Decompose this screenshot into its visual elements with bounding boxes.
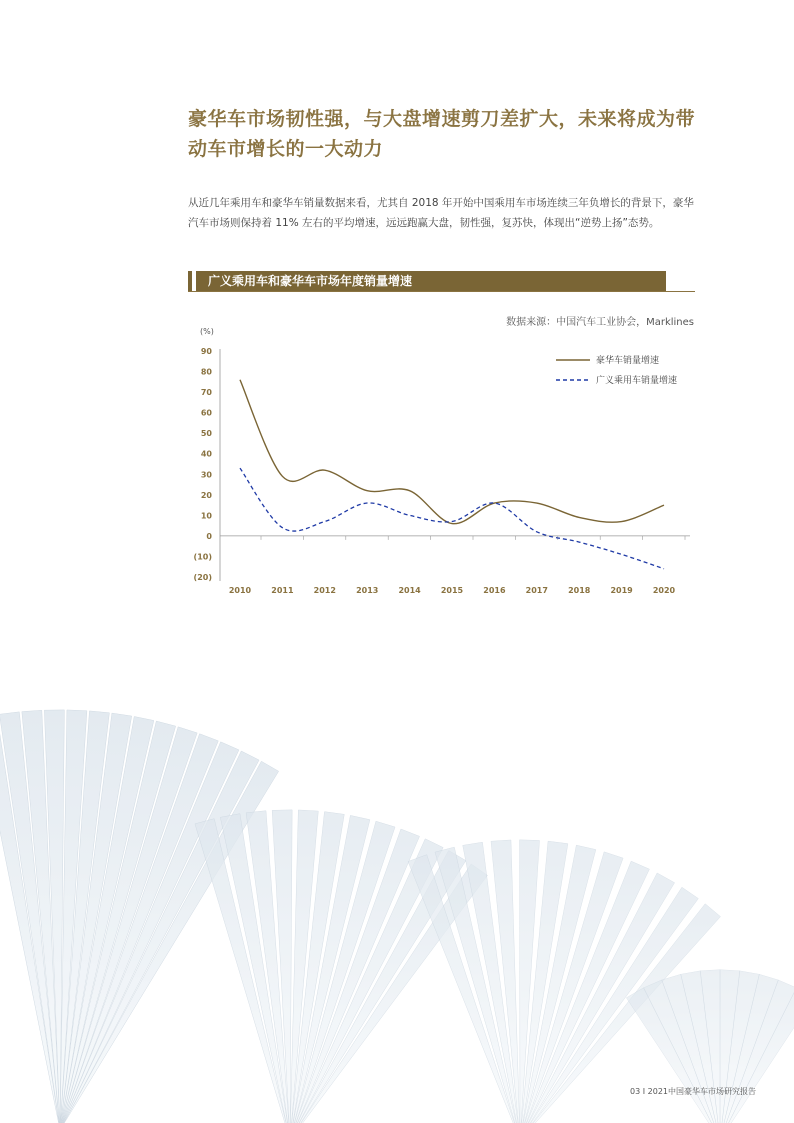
x-tick-label: 2015 bbox=[440, 586, 464, 595]
y-tick-label: 50 bbox=[200, 429, 212, 439]
x-tick-label: 2019 bbox=[610, 586, 633, 595]
y-tick-label: 40 bbox=[200, 449, 212, 459]
series-line-luxury bbox=[240, 380, 664, 524]
y-tick-label: 30 bbox=[200, 470, 212, 480]
decorative-fan-image bbox=[0, 650, 794, 1123]
y-unit-label: (%) bbox=[200, 327, 214, 336]
x-tick-label: 2018 bbox=[568, 586, 591, 595]
data-source-note: 数据来源：中国汽车工业协会，Marklines bbox=[506, 317, 694, 328]
series-line-market bbox=[240, 468, 664, 569]
section-header bbox=[188, 271, 695, 292]
y-tick-label: 90 bbox=[200, 347, 212, 356]
legend-label: 广义乘用车销量增速 bbox=[596, 376, 678, 386]
section-marker bbox=[188, 271, 192, 291]
y-tick-label: 10 bbox=[200, 511, 212, 521]
x-tick-label: 2020 bbox=[652, 586, 676, 595]
x-tick-label: 2011 bbox=[271, 586, 294, 595]
body-paragraph: 从近几年乘用车和豪华车销量数据来看，尤其自 2018 年开始中国乘用车市场连续三年负增长的背景下，豪华汽车市场则保持着 11% 左右的平均增速，远远跑赢大盘，韧性强，复苏快，体现出“逆势上扬”态势。 bbox=[188, 197, 694, 229]
y-tick-label: 20 bbox=[200, 490, 212, 500]
page-footer: 03 I 2021中国豪华车市场研究报告 bbox=[630, 1087, 756, 1096]
section-title: 广义乘用车和豪华车市场年度销量增速 bbox=[196, 271, 666, 291]
x-tick-label: 2016 bbox=[483, 586, 506, 595]
page-title: 豪华车市场韧性强，与大盘增速剪刀差扩大，未来将成为带动车市增长的一大动力 bbox=[188, 108, 696, 160]
x-tick-label: 2010 bbox=[228, 586, 252, 595]
x-tick-label: 2017 bbox=[525, 586, 548, 595]
y-tick-label: 80 bbox=[200, 367, 212, 377]
y-tick-label: 0 bbox=[206, 531, 212, 541]
x-tick-label: 2014 bbox=[398, 586, 421, 595]
y-tick-label: 60 bbox=[200, 408, 212, 418]
y-tick-label: 70 bbox=[200, 388, 212, 398]
y-tick-label: (20) bbox=[193, 573, 212, 582]
x-tick-label: 2012 bbox=[313, 586, 336, 595]
legend-label: 豪华车销量增速 bbox=[596, 356, 660, 366]
growth-line-chart bbox=[188, 320, 708, 610]
y-tick-label: (10) bbox=[193, 552, 212, 562]
x-tick-label: 2013 bbox=[356, 586, 379, 595]
